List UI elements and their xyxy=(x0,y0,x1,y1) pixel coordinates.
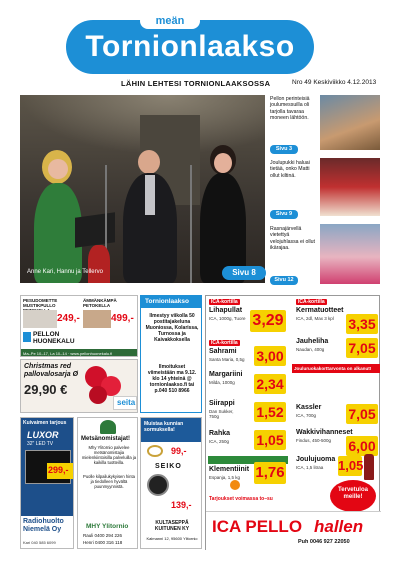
logo-mean-label: meän xyxy=(140,13,200,29)
ica-raffle-banner: Jouluruokakorttarvonta on alkanut! xyxy=(294,366,372,371)
ica-welcome-badge: Tervetuloa meille! xyxy=(338,487,368,500)
ad-price-2: 499,- xyxy=(111,313,134,324)
tagline: LÄHIN LEHTESI TORNIONLAAKSOSSA xyxy=(121,79,271,88)
deal-price: 1,05 xyxy=(338,456,362,476)
ad-price-1: 99,- xyxy=(171,446,187,456)
deal-name: Lihapullat xyxy=(209,307,243,314)
ad-heading: Christmas red pallovalosarja Ø xyxy=(24,363,79,378)
ad-brand: seita xyxy=(117,398,136,407)
ad-price: 299,- xyxy=(48,465,69,475)
deal-name: Margariini xyxy=(209,371,243,378)
ad-phone: Kari 040 585 6099 xyxy=(23,540,56,545)
issue-info: Nro 49 Keskiviikko 4.12.2013 xyxy=(292,79,377,86)
main-photo[interactable] xyxy=(20,95,265,283)
photo-caption: Anne Kari, Hannu ja Tellervo xyxy=(27,269,103,275)
ad-tornionlaakso[interactable] xyxy=(140,295,202,413)
ad-body: Mhy Ylitornio palvelee metsänomistajia mielenkiintoisilla palveluilla ja kaikilla tuotteilla. xyxy=(81,445,137,465)
ad-mhy-ylitornio[interactable] xyxy=(77,417,138,549)
ica-phone: Puh 0046 927 22050 xyxy=(298,539,350,545)
ad-pellon-huonekalu[interactable] xyxy=(20,295,138,357)
watch-icon xyxy=(147,474,169,496)
ad-heading: Tornionlaakso xyxy=(145,298,189,305)
ad-shop-name: PELLON HUONEKALU xyxy=(33,331,75,345)
ad-shop-name: Radiohuolto Niemelä Oy xyxy=(23,518,64,533)
deal-sub: Santa Maria, 0,5g xyxy=(209,357,245,362)
ica-validity: Tarjoukset voimassa to–su xyxy=(209,496,273,502)
ad-contact-1: Rauli 0400 294 226 xyxy=(83,533,123,538)
deal-name: Rahka xyxy=(209,430,231,437)
sivu-3-link[interactable]: Sivu 3 xyxy=(270,145,298,154)
ad-watch-brand: SEIKO xyxy=(155,463,182,470)
ad-kultaseppa-kuitunen[interactable] xyxy=(140,417,202,549)
news-teaser-2: Joulupukki haluai tietää, onko Matti ollut kiltinä. xyxy=(270,160,310,179)
ad-heading: Muistaa kunnian sormuksella! xyxy=(144,421,184,433)
deal-price: 3,29 xyxy=(250,310,286,332)
sivu-12-link[interactable]: Sivu 12 xyxy=(270,276,298,285)
deal-price: 3,35 xyxy=(346,314,378,334)
ad-seita[interactable] xyxy=(20,359,138,413)
tree-icon xyxy=(100,420,116,434)
ad-price: 29,90 € xyxy=(24,382,68,397)
deal-price: 6,00 xyxy=(346,436,378,456)
ad-product-1-label: PESUDOMETTE MUSTIKPULLO xyxy=(23,298,58,308)
news-teaser-1: Pellon perinteisiä joulumessuilla oli tarjolla tavaraa moneen lähtöön. xyxy=(270,96,310,121)
deal-price: 1,05 xyxy=(254,430,286,450)
ica-card-label: ICA-kortilla xyxy=(211,299,238,305)
ad-shop-address: Ma–Pe 10–17, La 10–14 · www.pellonhuonekalu.fi xyxy=(23,351,113,356)
deal-price: 1,76 xyxy=(254,462,286,484)
news-photo-2[interactable] xyxy=(320,158,380,216)
ring-icon xyxy=(147,445,163,457)
deal-name: Joulujuoma xyxy=(296,456,336,463)
logo-title: Tornionlaakso xyxy=(85,30,295,63)
ad-body-2: Puolle kilpailukykyisen hinta ja tiedolleen hyvältä puunmyynnistä. xyxy=(83,474,135,489)
deal-sub: ICA, 250g xyxy=(209,439,230,444)
deal-sub: Espanja, 1,5 kg xyxy=(209,475,241,480)
deal-name: Kassler xyxy=(296,404,322,411)
sivu-8-link[interactable]: Sivu 8 xyxy=(222,266,266,280)
ad-body: Ilmestyy viikolla 50 postitajakeluna Muoniossa, Kolarissa, Turnossa ja Kaivakkoksella xyxy=(145,313,199,343)
product-image-1 xyxy=(23,310,57,328)
sivu-9-link[interactable]: Sivu 9 xyxy=(270,210,298,219)
deal-name: Klementiinit xyxy=(209,466,250,473)
ad-brand: LUXOR xyxy=(27,430,59,440)
deal-name: Siirappi xyxy=(209,400,235,407)
ad-product: 32" LED TV xyxy=(27,441,54,447)
deal-name: Wakkivihanneset xyxy=(296,429,353,436)
product-image-2 xyxy=(83,310,111,328)
ad-contact-2: Henri 0400 316 118 xyxy=(83,540,123,545)
ica-card-label: ICA-kortilla xyxy=(211,340,238,346)
ad-heading: Metsänomistajat! xyxy=(81,436,131,442)
bottle-icon xyxy=(364,454,374,480)
ica-brand-suffix: hallen xyxy=(314,517,364,536)
deal-sub: Findus, 450-500g xyxy=(296,438,332,443)
deal-name: Kermatuotteet xyxy=(296,307,344,314)
ad-product-2-label: ÄMMÄNKÄMPÄ PETOKELLA xyxy=(83,298,117,308)
ica-card-label: ICA-kortilla xyxy=(298,299,325,305)
ad-shop-name: KULTASEPPÄ KUITUNEN KY xyxy=(154,520,190,532)
clementine-icon xyxy=(230,480,240,490)
deal-price: 2,34 xyxy=(254,374,286,394)
deal-sub: Milda, 1000g xyxy=(209,380,235,385)
ad-price-1: 249,- xyxy=(57,313,80,324)
deal-sub: ICA, 1000g, Tuore xyxy=(209,316,246,321)
ica-brand: ICA PELLO xyxy=(212,517,303,536)
deal-price: 1,52 xyxy=(254,402,286,422)
ad-radiohuolto[interactable] xyxy=(20,417,74,549)
deal-price: 3,00 xyxy=(254,346,286,366)
ad-ica-pello[interactable] xyxy=(205,295,380,550)
ad-body-2: Ilmoitukset viimeistään ma 9.12. klo 14 yhteinä @ tornionlaakso.fi tai p.040 510 8966 xyxy=(147,364,197,394)
deal-sub: ICA, 2dl, Max 3 kpl xyxy=(296,316,334,321)
deal-name: Jauheliha xyxy=(296,338,329,345)
masthead xyxy=(0,0,400,100)
news-photo-1[interactable] xyxy=(320,95,380,150)
ad-shop-address: Kalmanni 12, 95600 Ylitornio xyxy=(146,536,198,541)
news-teaser-3: Rasnajärvellä vietettyä velojuhlassa ei ollut ikärajaa. xyxy=(270,226,315,251)
deal-price: 7,05 xyxy=(346,338,378,358)
deal-sub: ICA, 700g xyxy=(296,413,317,418)
news-photo-3[interactable] xyxy=(320,224,380,284)
ad-brand: MHY Ylitornio xyxy=(86,523,129,530)
shop-logo-icon xyxy=(23,332,31,342)
deal-sub: ICA, 1,5 litraa xyxy=(296,465,324,470)
deal-sub: Dan Sukker, 750g xyxy=(209,409,234,419)
ad-price-2: 139,- xyxy=(171,500,192,510)
ad-heading: Kuivaimen tarjous xyxy=(23,420,67,426)
deal-price: 7,05 xyxy=(346,404,378,424)
deal-name: Sahrami xyxy=(209,348,237,355)
deal-sub: Naudan, 400g xyxy=(296,347,325,352)
